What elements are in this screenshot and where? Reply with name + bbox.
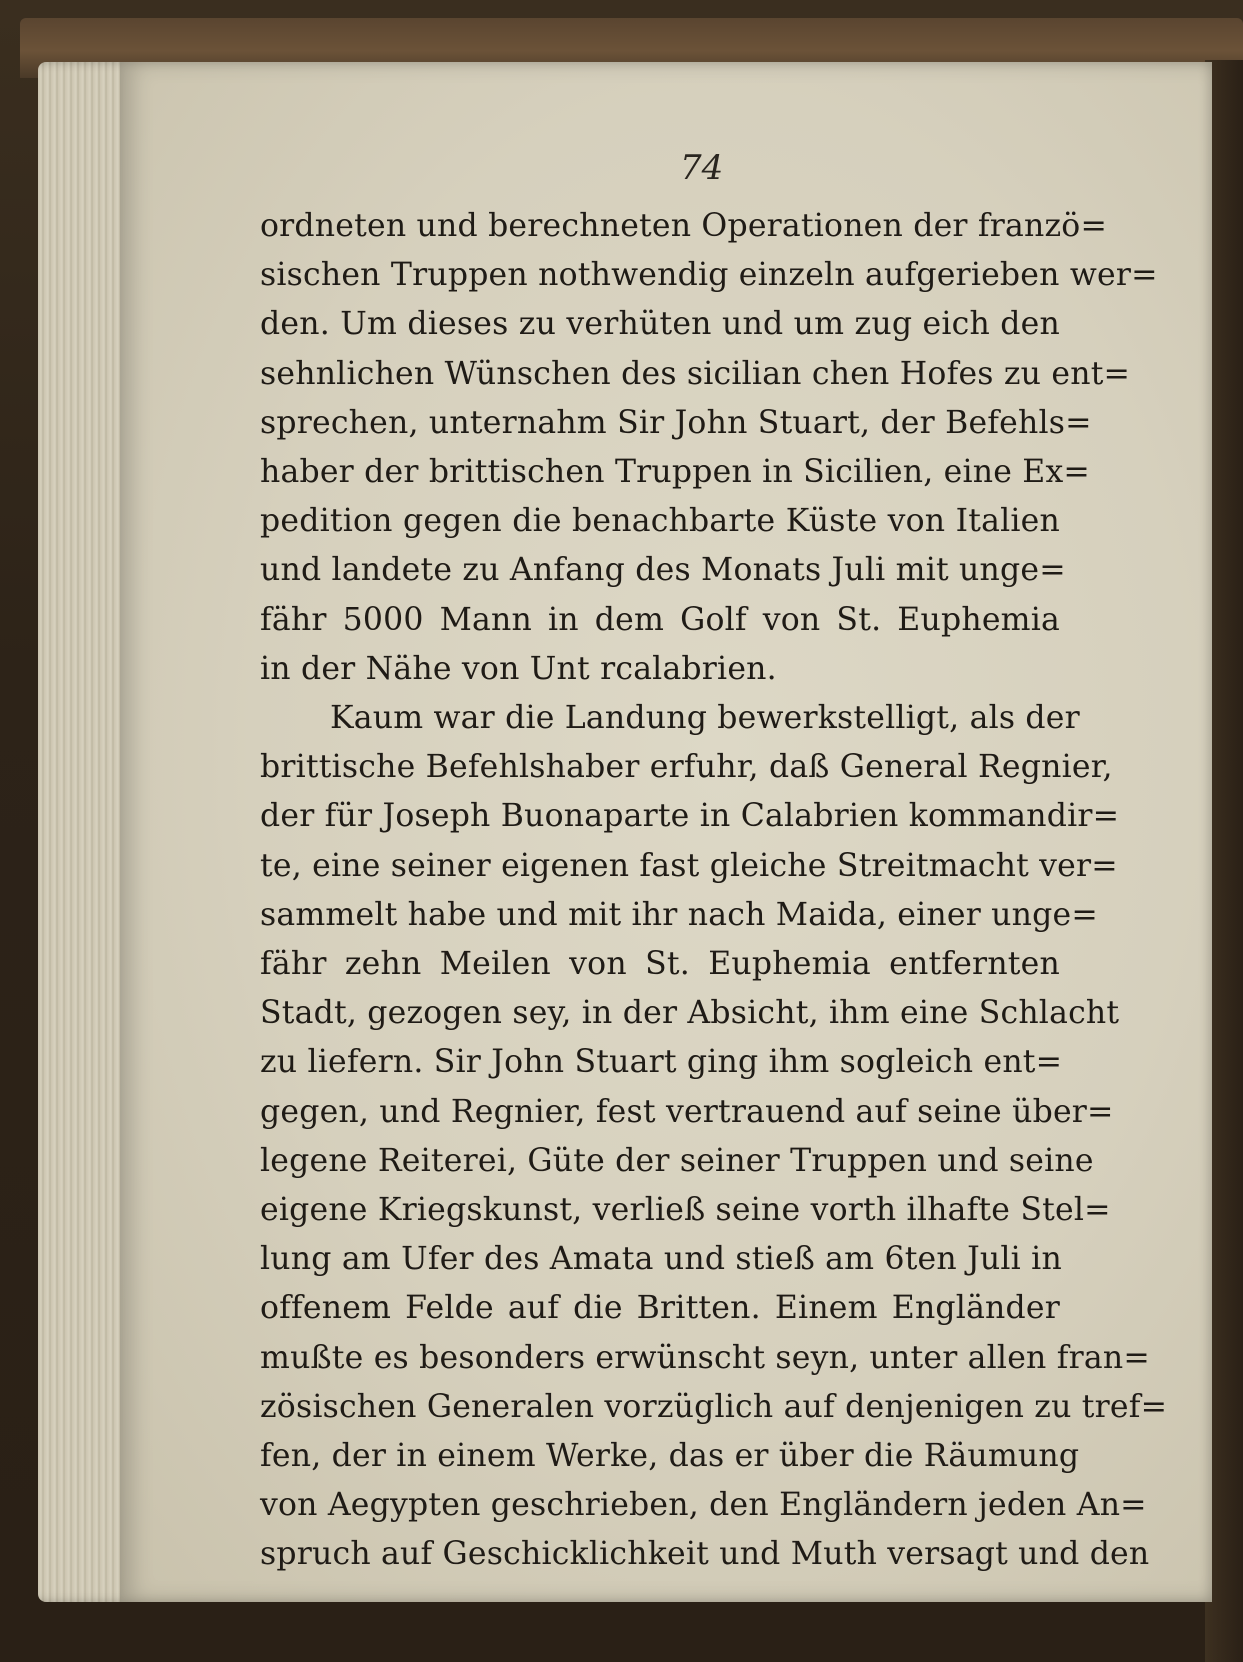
- text-line: fen, der in einem Werke, das er über die Räumung: [260, 1438, 1080, 1475]
- text-line: zösischen Generalen vorzüglich auf denjenigen zu tref=: [260, 1388, 1168, 1425]
- book-page: [120, 62, 1212, 1602]
- text-line: sammelt habe und mit ihr nach Maida, einer unge=: [260, 896, 1098, 933]
- text-line: spruch auf Geschicklichkeit und Muth versagt und den: [260, 1536, 1150, 1573]
- text-line: mußte es besonders erwünscht seyn, unter allen fran=: [260, 1339, 1150, 1376]
- text-line: sprechen, unternahm Sir John Stuart, der Befehls=: [260, 404, 1092, 441]
- text-line: zu liefern. Sir John Stuart ging ihm sogleich ent=: [260, 1044, 1063, 1081]
- text-line: pedition gegen die benachbarte Küste von Italien: [260, 503, 1060, 540]
- text-line: gegen, und Regnier, fest vertrauend auf seine über=: [260, 1093, 1114, 1130]
- text-line: sischen Truppen nothwendig einzeln aufgerieben wer=: [260, 257, 1158, 294]
- text-line: in der Nähe von Unt rcalabrien.: [260, 650, 777, 687]
- text-line: legene Reiterei, Güte der seiner Truppen und seine: [260, 1142, 1094, 1179]
- text-line: fähr zehn Meilen von St. Euphemia entfernten: [260, 946, 1060, 983]
- text-line: und landete zu Anfang des Monats Juli mit unge=: [260, 552, 1066, 589]
- text-line: Kaum war die Landung bewerkstelligt, als der: [330, 700, 1080, 737]
- text-line: der für Joseph Buonaparte in Calabrien kommandir=: [260, 798, 1120, 835]
- text-line: eigene Kriegskunst, verließ seine vorth ilhafte Stel=: [260, 1192, 1111, 1229]
- text-line: offenem Felde auf die Britten. Einem Engländer: [260, 1290, 1060, 1327]
- text-line: lung am Ufer des Amata und stieß am 6ten Juli in: [260, 1241, 1062, 1278]
- text-line: haber der brittischen Truppen in Sicilien, eine Ex=: [260, 454, 1091, 491]
- text-line: fähr 5000 Mann in dem Golf von St. Euphemia: [260, 601, 1060, 638]
- text-line: ordneten und berechneten Operationen der franzö=: [260, 208, 1108, 244]
- text-line: brittische Befehlshaber erfuhr, daß General Regnier,: [260, 749, 1113, 786]
- page-number: 74: [680, 148, 724, 188]
- text-line: von Aegypten geschrieben, den Engländern jeden An=: [260, 1487, 1147, 1524]
- page-text: [260, 202, 1168, 1580]
- text-line: Stadt, gezogen sey, in der Absicht, ihm eine Schlacht: [260, 995, 1120, 1032]
- text-line: sehnlichen Wünschen des sicilian chen Hofes zu ent=: [260, 355, 1131, 392]
- text-line: te, eine seiner eigenen fast gleiche Streitmacht ver=: [260, 847, 1118, 884]
- text-line: den. Um dieses zu verhüten und um zug eich den: [260, 306, 1060, 343]
